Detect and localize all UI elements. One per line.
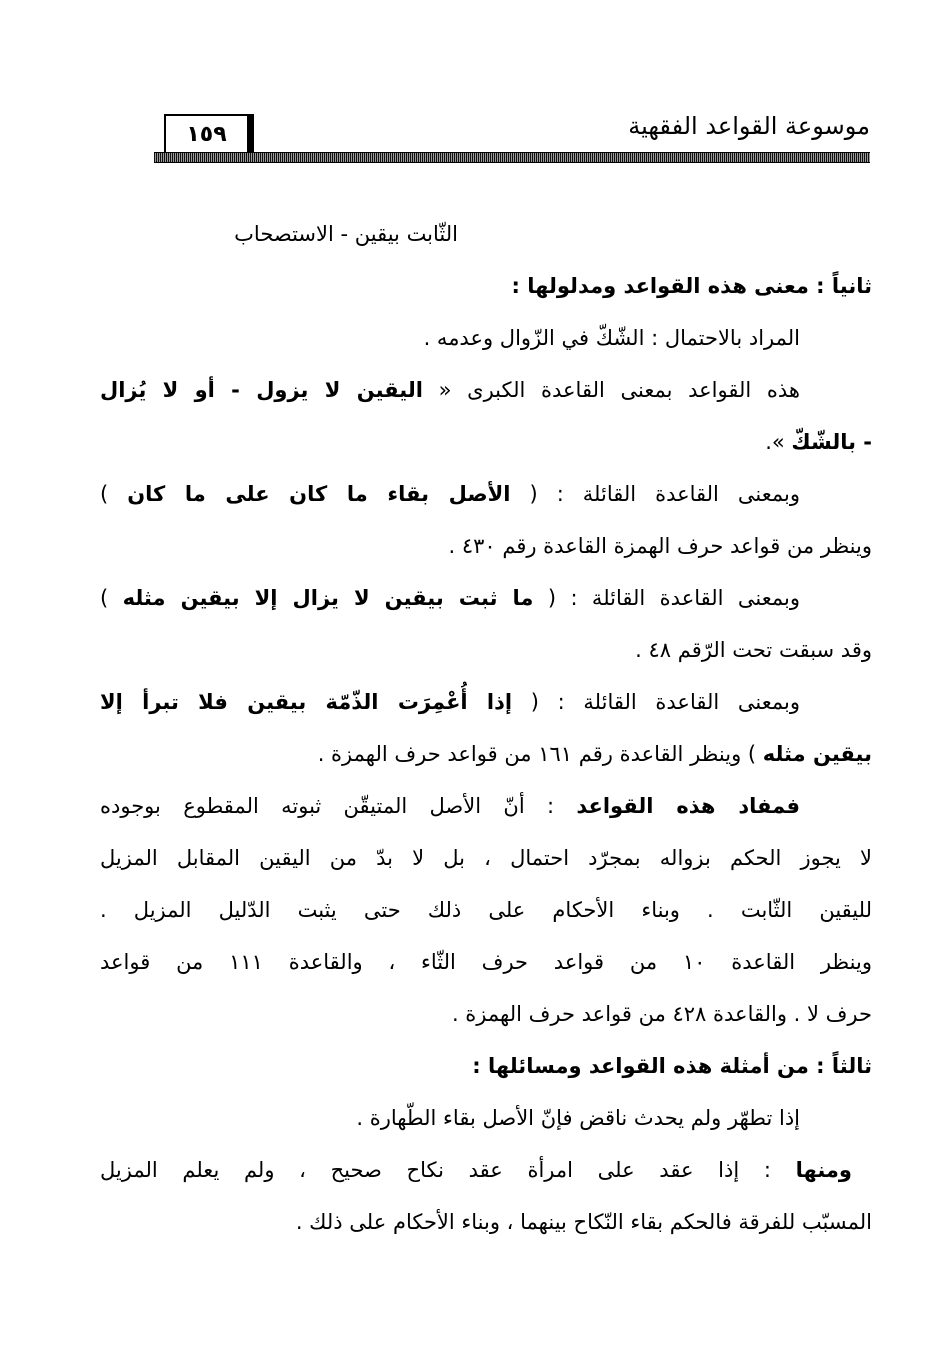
text-line [100,728,872,780]
text-line [100,988,872,1040]
text-line [100,1144,872,1196]
text-run-bold: - بالشّكّ [791,430,872,454]
text-run: لا يجوز الحكم بزواله بمجرّد احتمال ، بل لا بدّ من اليقين المقابل المزيل [100,846,872,870]
text-line [100,468,872,520]
section-heading [100,1040,872,1092]
text-line [100,936,872,988]
text-run: ثالثاً : من أمثلة هذه القواعد ومسائلها : [472,1054,872,1078]
section-heading [100,260,872,312]
text-run: وبمعنى القاعدة القائلة : ( [510,482,800,506]
text-line [100,832,872,884]
text-line [100,884,872,936]
text-run: وبمعنى القاعدة القائلة : ( [533,586,800,610]
text-run: المسبّب للفرقة فالحكم بقاء النّكاح بينهما ، وبناء الأحكام على ذلك . [295,1210,872,1234]
text-run-bold: الأصل بقاء ما كان على ما كان [127,482,511,506]
header-rule [154,152,870,163]
text-run: وبمعنى القاعدة القائلة : ( [512,690,800,714]
text-line [100,780,872,832]
text-run: حرف لا . والقاعدة ٤٢٨ من قواعد حرف الهمزة . [451,1002,872,1026]
text-run: : إذا عقد على امرأة عقد نكاح صحيح ، ولم يعلم المزيل [100,1158,796,1182]
text-run-bold: بيقين مثله [762,742,872,766]
text-run: ثانياً : معنى هذه القواعد ومدلولها : [511,274,872,298]
page-header [154,108,870,160]
text-run: وينظر من قواعد حرف الهمزة القاعدة رقم ٤٣٠ . [448,534,872,558]
page-body [100,208,872,1248]
text-line [100,676,872,728]
text-line [100,1092,872,1144]
text-line [100,1196,872,1248]
page-number: ١٥٩ [164,114,254,154]
text-run: إذا تطهّر ولم يحدث ناقض فإنّ الأصل بقاء الطّهارة . [356,1106,800,1130]
text-line [100,520,872,572]
text-run-bold: اليقين لا يزول - أو لا يُزال [100,378,423,402]
text-run: ) [100,482,128,506]
text-line [100,624,872,676]
text-run-bold: إذا أُعْمِرَت الذّمّة بيقين فلا تبرأ إلا [100,690,513,714]
text-run: المراد بالاحتمال : الشّكّ في الزّوال وعدمه . [423,326,800,350]
book-title: موسوعة القواعد الفقهية [628,112,870,140]
text-run-bold: ومنها [795,1158,852,1182]
text-run-bold: ما ثبت بيقين لا يزال إلا بيقين مثله [122,586,534,610]
text-line [100,416,872,468]
text-run-bold: فمفاد هذه القواعد [576,794,800,818]
text-run: ) [100,586,123,610]
text-line [100,312,872,364]
text-run: الثّابت بيقين - الاستصحاب [234,222,458,246]
text-run: لليقين الثّابت . وبناء الأحكام على ذلك حتى يثبت الدّليل المزيل . [100,898,872,922]
text-run: وينظر القاعدة ١٠ من قواعد حرف الثّاء ، والقاعدة ١١١ من قواعد [100,950,872,974]
text-run: ) وينظر القاعدة رقم ١٦١ من قواعد حرف الهمزة . [317,742,763,766]
text-line [100,572,872,624]
text-run: ». [765,430,792,454]
text-run: وقد سبقت تحت الرّقم ٤٨ . [635,638,872,662]
text-line [100,364,872,416]
text-line [100,208,872,260]
text-run: هذه القواعد بمعنى القاعدة الكبرى « [422,378,800,402]
text-run: : أنّ الأصل المتيقّن ثبوته المقطوع بوجوده [100,794,577,818]
